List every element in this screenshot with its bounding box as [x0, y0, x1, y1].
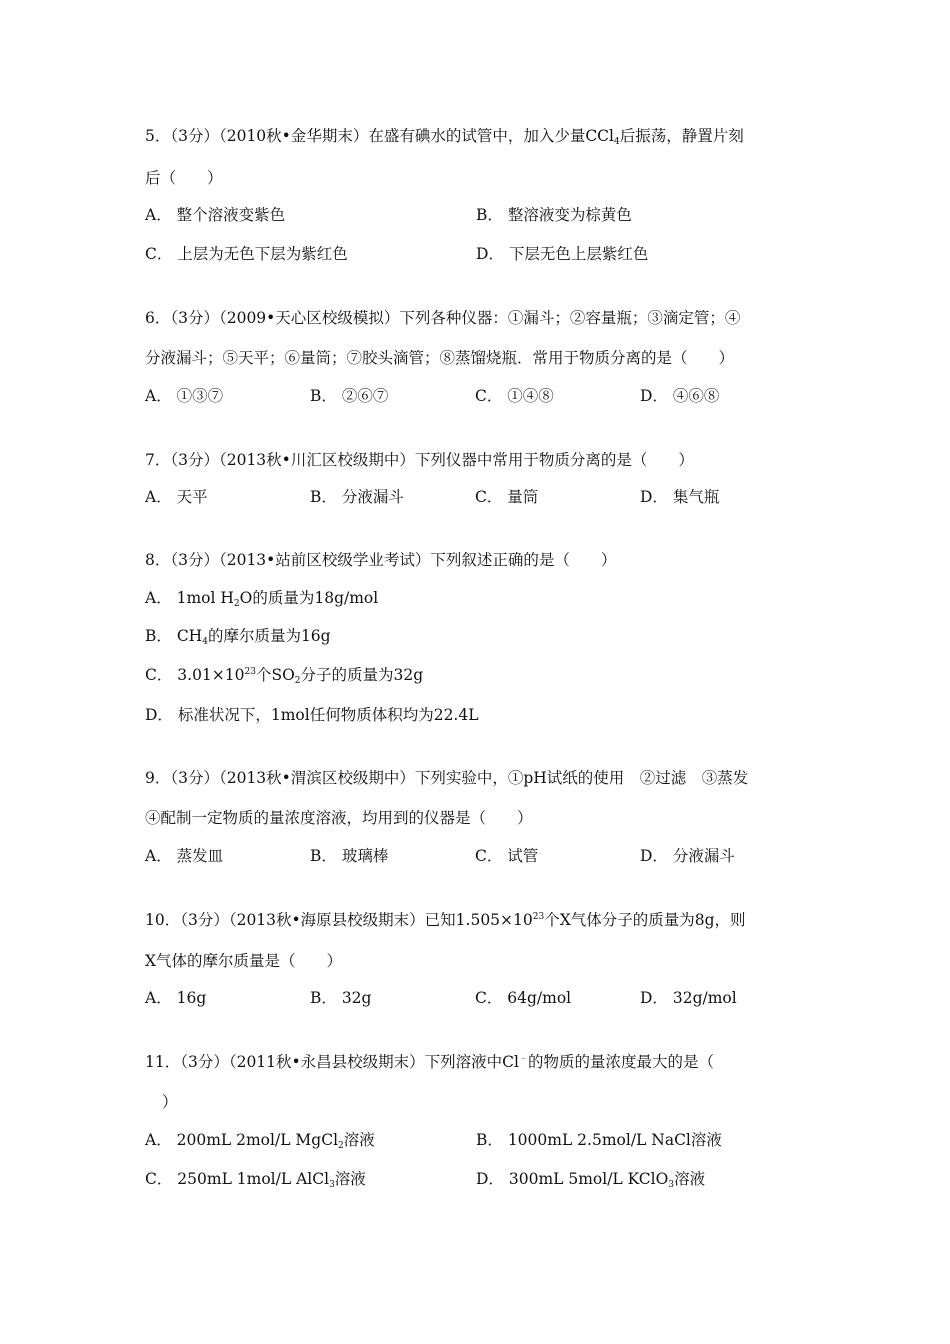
q10-stem-line2: X气体的摩尔质量是（ ） — [145, 952, 343, 970]
q5-stem-line1: 5．（3分）（2010秋•金华期末）在盛有碘水的试管中，加入少量CCl$_4$后振荡，静置片刻 — [145, 127, 744, 147]
q6-option-c: C． ①④⑧ — [475, 387, 554, 405]
q5-option-c: C． 上层为无色下层为紫红色 — [145, 245, 348, 263]
q10-option-a: A． 16g — [145, 989, 207, 1007]
q5-stem-line2: 后（ ） — [145, 169, 223, 187]
q10-option-c: C． 64g/mol — [475, 989, 572, 1007]
q9-option-c: C． 试管 — [475, 847, 539, 865]
q8-option-b: B． $CH_4$的摩尔质量为16g — [145, 627, 331, 647]
q11-stem-line2: ） — [162, 1093, 178, 1111]
q8-option-a: A． 1mol $H_2O$的质量为18g/mol — [145, 589, 379, 609]
q9-stem-line2: ④配制一定物质的量浓度溶液，均用到的仪器是（ ） — [145, 809, 533, 827]
q10-option-b: B． 32g — [310, 989, 372, 1007]
q9-stem-line1: 9．（3分）（2013秋•渭滨区校级期中）下列实验中，①pH试纸的使用 ②过滤 ③蒸发 — [145, 769, 749, 787]
q8-stem-line1: 8．（3分）（2013•站前区校级学业考试）下列叙述正确的是（ ） — [145, 551, 617, 569]
q9-option-a: A． 蒸发皿 — [145, 847, 224, 865]
q6-stem-line2: 分液漏斗；⑤天平；⑥量筒；⑦胶头滴管；⑧蒸馏烧瓶．常用于物质分离的是（ ） — [145, 349, 735, 367]
q6-stem-line1: 6．（3分）（2009•天心区校级模拟）下列各种仪器：①漏斗；②容量瓶；③滴定管；④ — [145, 309, 741, 327]
q7-option-c: C． 量筒 — [475, 488, 539, 506]
q6-option-d: D． ④⑥⑧ — [640, 387, 720, 405]
q11-option-b: B． 1000mL 2.5mol/L NaCl溶液 — [476, 1131, 722, 1149]
q8-option-c: C． $3.01\times 10^{23}$个$SO_2$分子的质量为32g — [145, 666, 424, 686]
q5-option-d: D． 下层无色上层紫红色 — [476, 245, 649, 263]
q8-option-d: D． 标准状况下，1mol任何物质体积均为22.4L — [145, 706, 479, 724]
q10-stem-line1: 10．（3分）（2013秋•海原县校级期末）已知$1.505\times 10^{23}$个X气体分子的质量为8g，则 — [145, 911, 746, 929]
q9-option-b: B． 玻璃棒 — [310, 847, 389, 865]
q7-stem-line1: 7．（3分）（2013秋•川汇区校级期中）下列仪器中常用于物质分离的是（ ） — [145, 451, 694, 469]
q11-option-a: A． 200mL 2mol/L MgCl$_2$溶液 — [145, 1131, 375, 1151]
q5-option-b: B． 整溶液变为棕黄色 — [476, 206, 632, 224]
q7-option-a: A． 天平 — [145, 488, 208, 506]
q5-option-a: A． 整个溶液变紫色 — [145, 206, 286, 224]
q10-option-d: D． 32g/mol — [640, 989, 737, 1007]
q11-stem-line1: 11．（3分）（2011秋•永昌县校级期末）下列溶液中Cl﹣的物质的量浓度最大的是（ — [145, 1053, 715, 1071]
q7-option-b: B． 分液漏斗 — [310, 488, 404, 506]
q9-option-d: D． 分液漏斗 — [640, 847, 735, 865]
q6-option-b: B． ②⑥⑦ — [310, 387, 389, 405]
q11-option-d: D． 300mL 5mol/L KClO$_3$溶液 — [476, 1170, 706, 1190]
q6-option-a: A． ①③⑦ — [145, 387, 224, 405]
q11-option-c: C． 250mL 1mol/L AlCl$_3$溶液 — [145, 1170, 366, 1190]
q7-option-d: D． 集气瓶 — [640, 488, 720, 506]
